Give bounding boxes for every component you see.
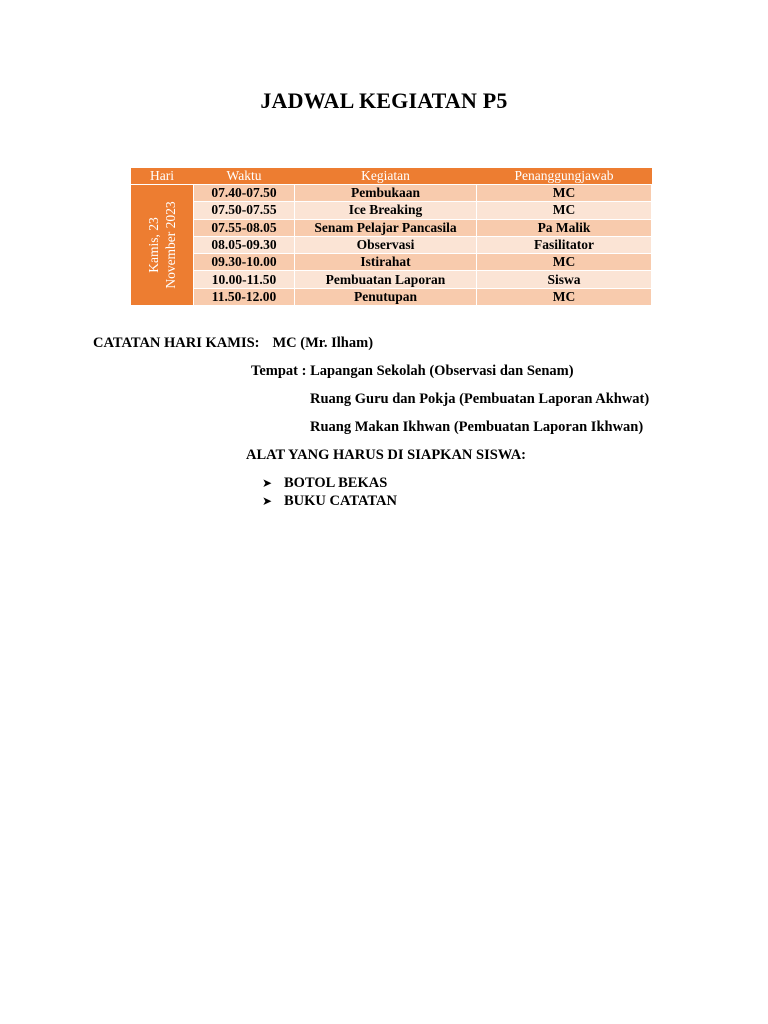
list-item (262, 474, 397, 492)
activity-cell: Observasi (295, 236, 477, 253)
catatan-value: MC (Mr. Ilham) (272, 335, 374, 351)
activity-cell: Istirahat (295, 254, 477, 271)
tools-list (262, 474, 397, 510)
catatan-label: CATATAN HARI KAMIS: (93, 335, 260, 351)
tool-item-label: BOTOL BEKAS (284, 475, 388, 491)
time-cell: 10.00-11.50 (194, 271, 295, 288)
table-row (131, 236, 652, 253)
tool-item-label: BUKU CATATAN (284, 493, 397, 509)
time-cell: 09.30-10.00 (194, 254, 295, 271)
time-cell: 08.05-09.30 (194, 236, 295, 253)
person-cell: Fasilitator (477, 236, 652, 253)
tempat-line-3: Ruang Makan Ikhwan (Pembuatan Laporan Ikhwan) (310, 419, 644, 435)
person-cell: MC (477, 202, 652, 219)
table-row (131, 202, 652, 219)
tempat-line-2: Ruang Guru dan Pokja (Pembuatan Laporan Akhwat) (310, 391, 650, 407)
time-cell: 07.55-08.05 (194, 219, 295, 236)
arrowhead-bullet-icon: ➤ (262, 476, 273, 490)
time-cell: 11.50-12.00 (194, 288, 295, 305)
header-kegiatan: Kegiatan (295, 168, 477, 185)
day-line-1: Kamis, 23 (146, 217, 161, 273)
header-penanggungjawab: Penanggungjawab (477, 168, 652, 185)
activity-cell: Pembukaan (295, 185, 477, 202)
table-row (131, 271, 652, 288)
person-cell: MC (477, 185, 652, 202)
activity-cell: Penutupan (295, 288, 477, 305)
time-cell: 07.50-07.55 (194, 202, 295, 219)
person-cell: MC (477, 288, 652, 305)
activity-cell: Senam Pelajar Pancasila (295, 219, 477, 236)
alat-heading: ALAT YANG HARUS DI SIAPKAN SISWA: (246, 447, 526, 463)
document-title: JADWAL KEGIATAN P5 (260, 88, 508, 113)
person-cell: Siswa (477, 271, 652, 288)
schedule-table (130, 168, 652, 306)
day-label (145, 201, 179, 288)
table-row (131, 254, 652, 271)
table-row (131, 219, 652, 236)
activity-cell: Ice Breaking (295, 202, 477, 219)
header-hari: Hari (131, 168, 194, 185)
activity-cell: Pembuatan Laporan (295, 271, 477, 288)
arrowhead-bullet-icon: ➤ (262, 494, 273, 508)
day-line-2: November 2023 (163, 201, 178, 289)
table-row (131, 185, 652, 202)
table-header-row (131, 168, 652, 185)
day-cell (131, 185, 194, 306)
header-waktu: Waktu (194, 168, 295, 185)
person-cell: MC (477, 254, 652, 271)
time-cell: 07.40-07.50 (194, 185, 295, 202)
person-cell: Pa Malik (477, 219, 652, 236)
list-item (262, 492, 397, 510)
catatan-line (93, 335, 373, 352)
tempat-line-1: Tempat : Lapangan Sekolah (Observasi dan Senam) (251, 363, 574, 379)
table-row (131, 288, 652, 305)
